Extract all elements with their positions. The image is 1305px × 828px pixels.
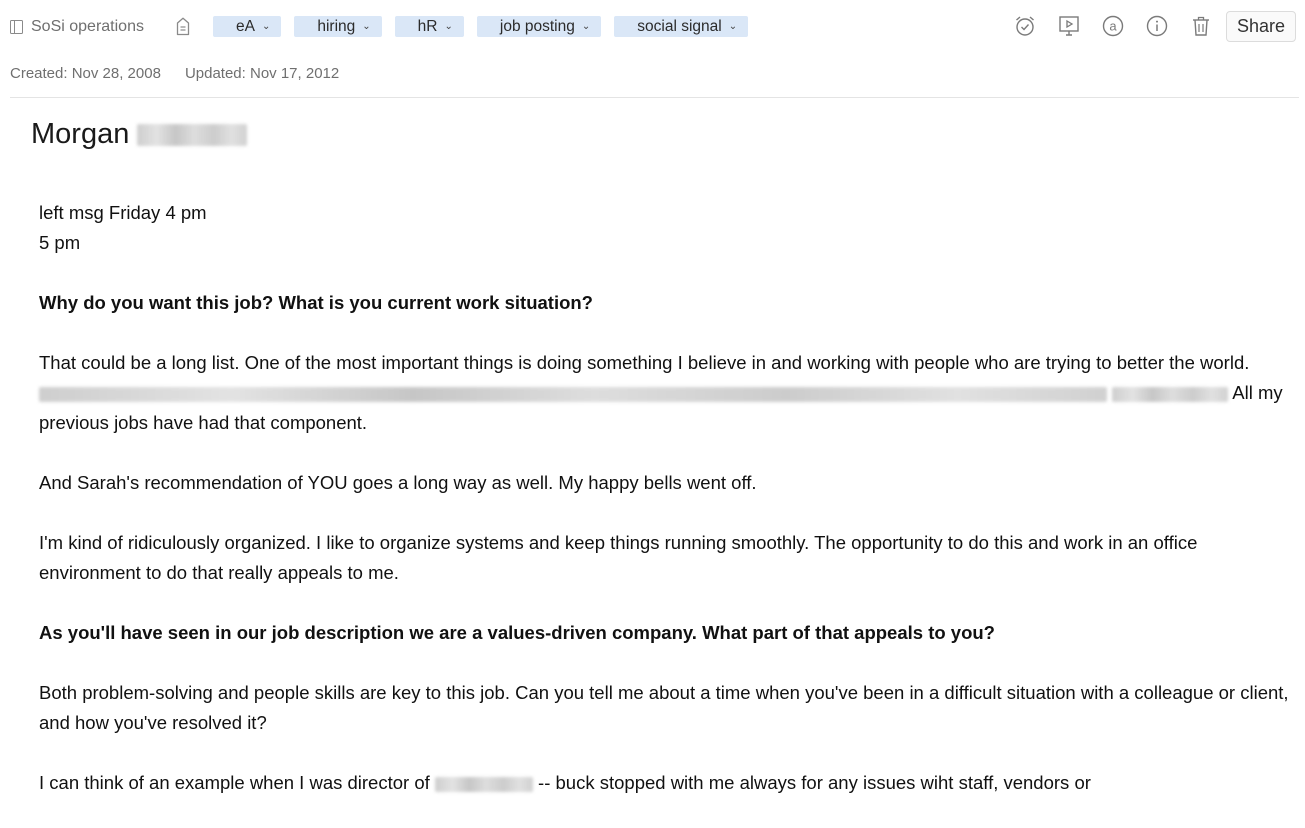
chevron-down-icon: ⌄ bbox=[728, 21, 738, 32]
svg-text:a: a bbox=[1109, 18, 1117, 34]
chevron-down-icon: ⌄ bbox=[261, 21, 271, 32]
tag-hr[interactable]: hR ⌄ bbox=[395, 16, 464, 37]
redacted-text bbox=[137, 124, 247, 146]
notebook-icon bbox=[10, 20, 23, 34]
divider bbox=[10, 97, 1299, 98]
redacted-text bbox=[435, 777, 533, 792]
updated-date: Updated: Nov 17, 2012 bbox=[184, 65, 340, 82]
share-button[interactable]: Share bbox=[1226, 11, 1296, 42]
note-actions bbox=[1012, 13, 1214, 39]
created-date: Created: Nov 28, 2008 bbox=[10, 65, 161, 82]
interview-question: As you'll have seen in our job description we are a values-driven company. What part of that appeals to you? bbox=[39, 622, 995, 643]
notebook-selector[interactable] bbox=[10, 17, 144, 37]
present-icon[interactable] bbox=[1056, 13, 1082, 39]
note-paragraph: That could be a long list. One of the most important things is doing something I believe in and working with people who are trying to better the world. All my previous jobs have had that component. bbox=[39, 352, 1283, 433]
chevron-down-icon: ⌄ bbox=[444, 21, 453, 32]
tag-social-signal[interactable]: social signal ⌄ bbox=[614, 16, 748, 37]
reminder-icon[interactable] bbox=[1012, 13, 1038, 39]
interview-question: Why do you want this job? What is you current work situation? bbox=[39, 292, 593, 313]
note-body[interactable] bbox=[39, 198, 1294, 828]
redacted-text bbox=[1112, 387, 1228, 402]
note-title-text: Morgan bbox=[31, 118, 130, 150]
chevron-down-icon: ⌄ bbox=[362, 21, 371, 32]
tag-ea[interactable]: eA ⌄ bbox=[213, 16, 281, 37]
note-paragraph: left msg Friday 4 pm 5 pm bbox=[39, 202, 207, 253]
note-paragraph: And Sarah's recommendation of YOU goes a long way as well. My happy bells went off. bbox=[39, 472, 757, 493]
note-paragraph: I can think of an example when I was director of -- buck stopped with me always for any issues wiht staff, vendors or bbox=[39, 772, 1091, 793]
tag-job-posting[interactable]: job posting ⌄ bbox=[477, 16, 601, 37]
notebook-name: SoSi operations bbox=[31, 18, 144, 35]
trash-icon[interactable] bbox=[1188, 13, 1214, 39]
note-dates bbox=[10, 65, 339, 82]
tag-icon[interactable] bbox=[176, 17, 190, 36]
redacted-text bbox=[39, 387, 1107, 402]
mention-icon[interactable] bbox=[1100, 13, 1126, 39]
chevron-down-icon: ⌄ bbox=[581, 21, 591, 32]
note-toolbar bbox=[0, 0, 1305, 54]
tag-hiring[interactable]: hiring ⌄ bbox=[294, 16, 381, 37]
note-paragraph: Both problem-solving and people skills are key to this job. Can you tell me about a time when you've been in a difficult situation with a colleague or client, and how you've resolved it? bbox=[39, 682, 1289, 733]
info-icon[interactable] bbox=[1144, 13, 1170, 39]
tag-list bbox=[213, 16, 748, 37]
note-paragraph: I'm kind of ridiculously organized. I like to organize systems and keep things running smoothly. The opportunity to do this and work in an office environment to do that really appeals to me. bbox=[39, 532, 1198, 583]
note-title[interactable] bbox=[31, 118, 247, 151]
